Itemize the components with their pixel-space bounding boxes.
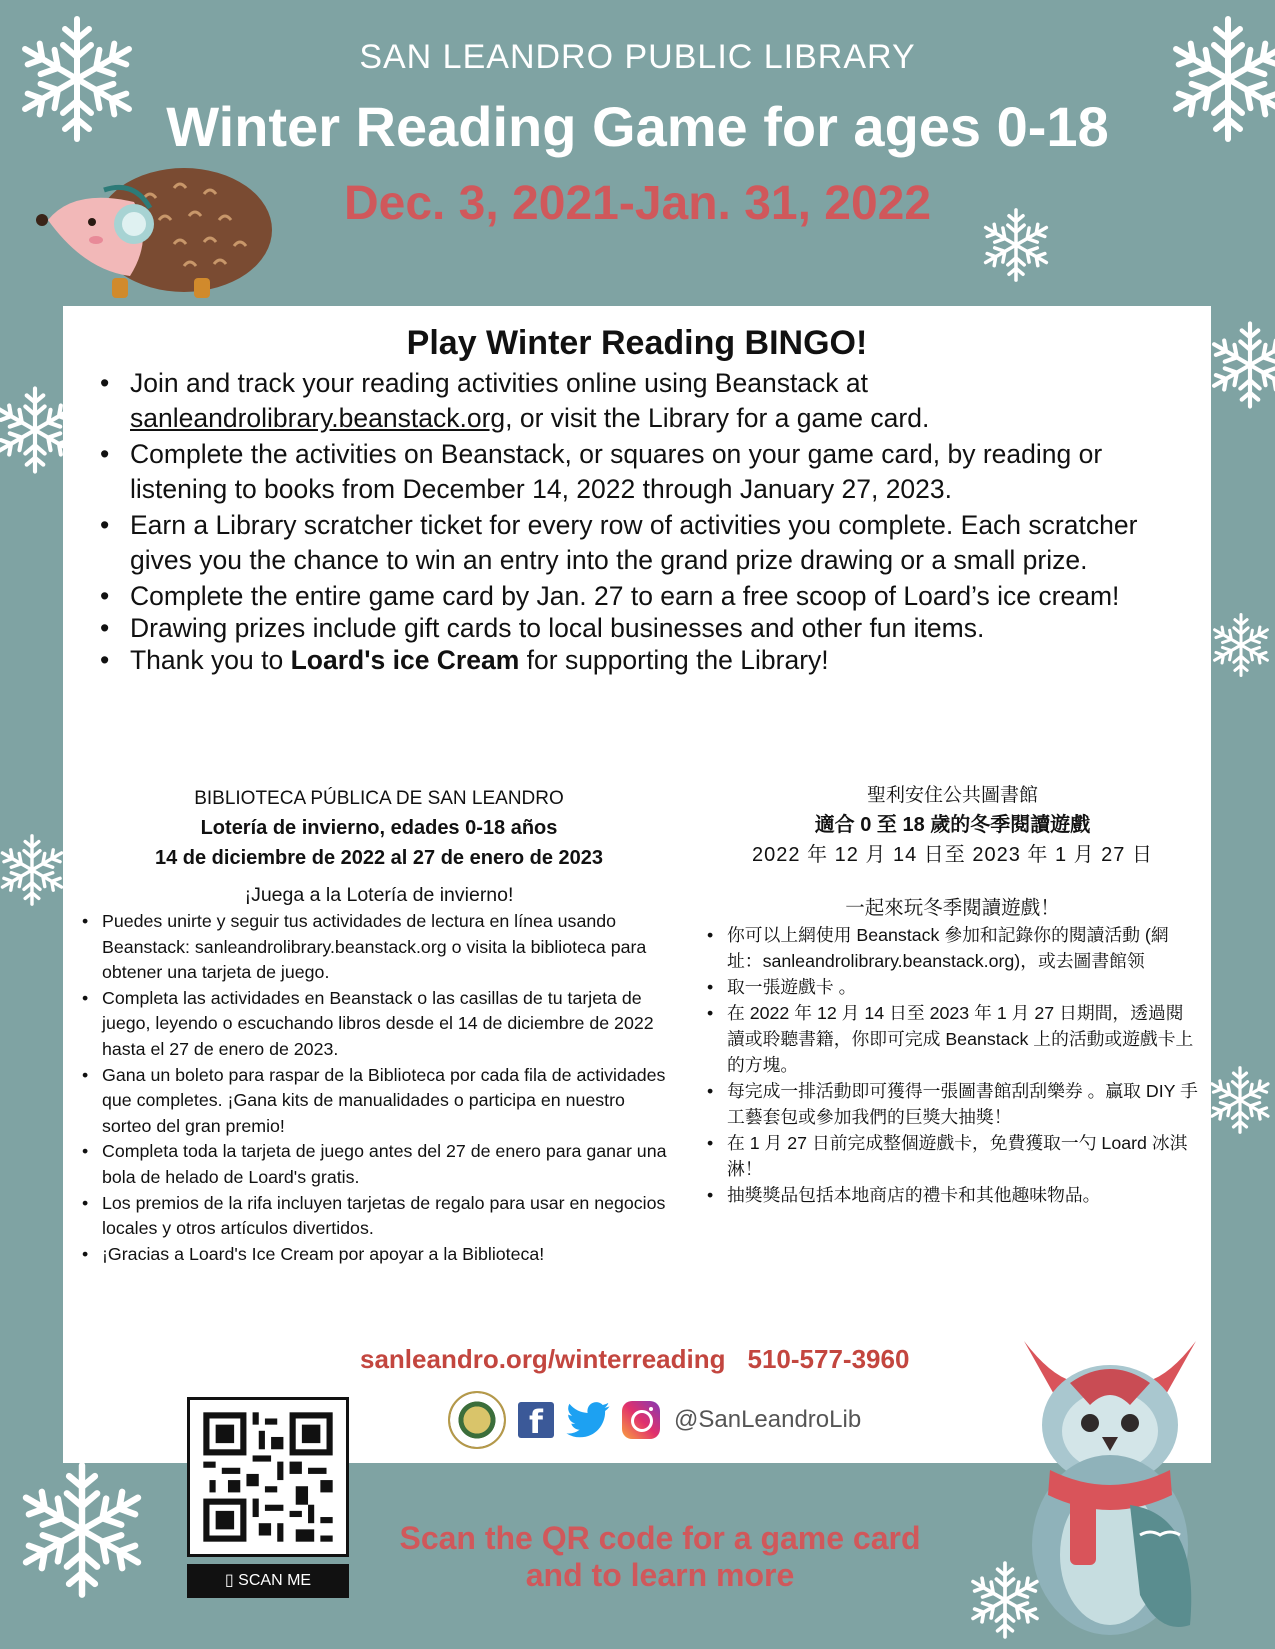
facebook-icon[interactable]: f: [518, 1402, 554, 1438]
phone-number[interactable]: 510-577-3960: [747, 1344, 910, 1374]
qr-call-to-action: Scan the QR code for a game card and to learn more: [399, 1520, 921, 1593]
spanish-dates: 14 de diciembre de 2022 al 27 de enero de 2023: [154, 847, 604, 869]
twitter-icon[interactable]: [566, 1402, 610, 1438]
list-item: • Drawing prizes include gift cards to local businesses and other fun items.: [100, 611, 1180, 646]
list-item: • 你可以上網使用 Beanstack 參加和記錄你的閱讀活動 (網址：sanleandrolibrary.beanstack.org)，或去圖書館领: [705, 922, 1200, 974]
chinese-instructions: [705, 922, 1200, 1208]
social-handle[interactable]: @SanLeandroLib: [674, 1406, 862, 1433]
chinese-dates: 2022 年 12 月 14 日至 2023 年 1 月 27 日: [752, 844, 1153, 866]
list-item: • Gana un boleto para raspar de la Biblioteca por cada fila de actividades que completes. ¡Gana kits de manualidades o participa en nuestro sorteo del gran premio!: [80, 1063, 678, 1140]
list-item: • Earn a Library scratcher ticket for every row of activities you complete. Each scratcher gives you the chance to win an entry into the grand prize drawing or a small prize.: [100, 508, 1180, 578]
list-item: • Complete the entire game card by Jan. 27 to earn a free scoop of Loard’s ice cream!: [100, 579, 1180, 614]
snowflake-icon: [1208, 600, 1274, 690]
page-title: Winter Reading Game for ages 0-18: [166, 95, 1109, 158]
qr-code-pattern: [190, 1400, 346, 1554]
list-item: • ¡Gracias a Loard's Ice Cream por apoyar a la Biblioteca!: [80, 1242, 678, 1268]
spanish-library-name: BIBLIOTECA PÚBLICA DE SAN LEANDRO: [194, 788, 564, 809]
snowflake-icon: [1205, 1030, 1275, 1170]
list-item: • Thank you to Loard's ice Cream for supporting the Library!: [100, 643, 1180, 678]
spanish-intro: ¡Juega a la Lotería de invierno!: [244, 884, 514, 906]
spanish-section: [80, 785, 678, 1267]
snowflake-icon: [1205, 300, 1275, 430]
list-item: • 在 1 月 27 日前完成整個遊戲卡，免費獲取一勺 Loard 冰淇淋！: [705, 1130, 1200, 1182]
chinese-title: 適合 0 至 18 歲的冬季閱讀遊戲: [814, 814, 1091, 836]
hedgehog-illustration: [34, 158, 274, 306]
chinese-library-name: 聖利安住公共圖書館: [866, 785, 1038, 806]
list-item: • Complete the activities on Beanstack, or squares on your game card, by reading or listening to books from December 14, 2022 through January 27, 2023.: [100, 437, 1180, 507]
library-name: SAN LEANDRO PUBLIC LIBRARY: [359, 38, 916, 76]
list-item: • Completa las actividades en Beanstack o las casillas de tu tarjeta de juego, leyendo o escuchando libros desde el 14 de diciembre de 2022 hasta el 27 de enero de 2023.: [80, 986, 678, 1063]
social-row: [448, 1395, 861, 1445]
english-heading: Play Winter Reading BINGO!: [406, 324, 868, 362]
snowflake-icon: [0, 815, 69, 925]
contact-line: [360, 1344, 909, 1375]
list-item: • 取一張遊戲卡 。: [705, 974, 1200, 1000]
list-item: • Puedes unirte y seguir tus actividades de lectura en línea usando Beanstack: sanleandrolibrary.beanstack.org o visita la biblioteca para obtener una tarjeta de juego.: [80, 909, 678, 986]
list-item: • 每完成一排活動即可獲得一張圖書館刮刮樂券 。贏取 DIY 手工藝套包或參加我們的巨獎大抽獎！: [705, 1078, 1200, 1130]
city-seal-icon: [448, 1391, 506, 1449]
english-instructions: [100, 366, 1180, 679]
list-item: • 抽獎獎品包括本地商店的禮卡和其他趣味物品。: [705, 1182, 1200, 1208]
spanish-instructions: [80, 909, 678, 1267]
date-range: Dec. 3, 2021-Jan. 31, 2022: [343, 177, 932, 230]
chinese-section: [705, 782, 1200, 1208]
beanstack-link[interactable]: sanleandrolibrary.beanstack.org: [130, 403, 506, 433]
phone-icon: ▯: [224, 1572, 234, 1589]
website-link[interactable]: sanleandro.org/winterreading: [360, 1344, 726, 1374]
list-item: • 在 2022 年 12 月 14 日至 2023 年 1 月 27 日期間，透過閱讀或聆聽書籍，你即可完成 Beanstack 上的活動或遊戲卡上的方塊。: [705, 1000, 1200, 1078]
scan-me-label: ▯ SCAN ME: [187, 1564, 349, 1598]
list-item: • Completa toda la tarjeta de juego antes del 27 de enero para ganar una bola de helado de Loard's gratis.: [80, 1139, 678, 1190]
spanish-title: Lotería de invierno, edades 0-18 años: [200, 817, 558, 839]
list-item: • Los premios de la rifa incluyen tarjetas de regalo para usar en negocios locales y otros artículos divertidos.: [80, 1191, 678, 1242]
chinese-intro: 一起來玩冬季閱讀遊戲！: [845, 897, 1060, 919]
instagram-icon[interactable]: [622, 1401, 660, 1439]
list-item: • Join and track your reading activities online using Beanstack at sanleandrolibrary.beanstack.org, or visit the Library for a game card.: [100, 366, 1180, 436]
snowflake-icon: [12, 1460, 152, 1600]
qr-code[interactable]: [187, 1397, 349, 1557]
owl-illustration: [1010, 1335, 1210, 1640]
